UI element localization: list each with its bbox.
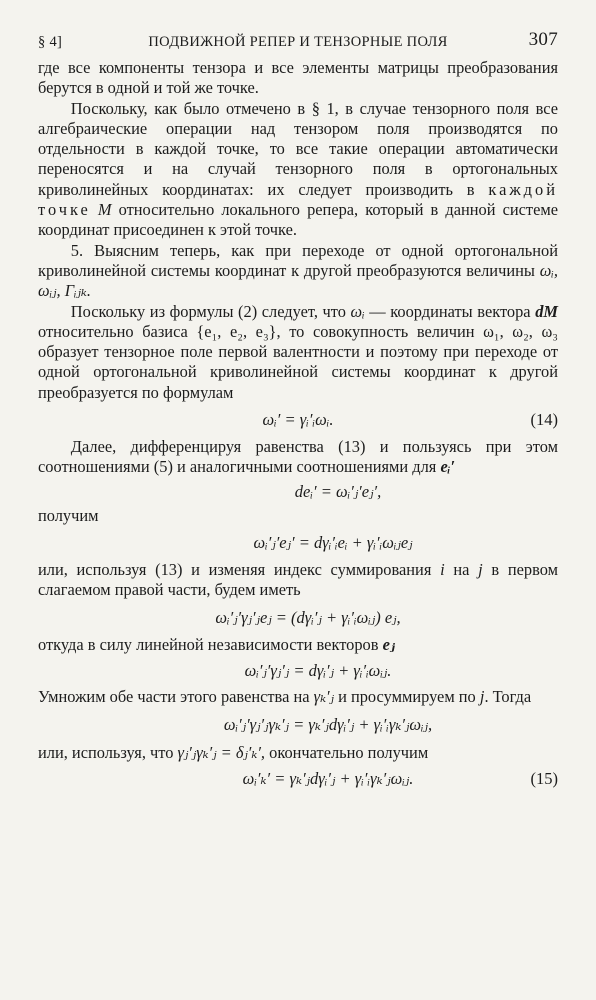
p9-index-j: j [479,686,485,706]
p8-text: откуда в силу линейной независимости векторов [38,634,379,654]
p7-index-i: i [440,559,445,579]
p7-text-a: или, используя (13) и изменяя индекс суммирования [38,559,432,579]
p3-text: 5. Выясним теперь, как при переходе от одной ортогональной криволинейной системы координат к другой преобразуются величины [38,240,558,280]
p9-text-c: . Тогда [484,686,532,706]
p2-point-M: M [97,200,112,220]
p4-text-c: относительно базиса {e₁, e₂, e₃}, то совокупность величин ω₁, ω₂, ω₃ образует тензорное поле первой валентности и поэтому при переходе от одной ортогональной криволинейной системы координат к другой преобразуется по формулам [38,321,558,402]
eq15-formula: ωᵢ′ₖ′ = γₖ′ⱼdγᵢ′ⱼ + γᵢ′ᵢγₖ′ⱼωᵢⱼ. [242,769,414,789]
p3-variables: ωᵢ, ωᵢⱼ, Γᵢⱼₖ. [38,260,558,301]
paragraph-8 [38,635,558,655]
equation-sum1 [108,526,558,560]
equation-de [118,478,558,506]
eq-sum1-formula: ωᵢ′ⱼ′eⱼ′ = dγᵢ′ᵢeᵢ + γᵢ′ᵢωᵢⱼeⱼ [253,532,413,552]
p9-gamma: γₖ′ⱼ [313,686,334,706]
p7-index-j: j [478,559,483,579]
paragraph-5 [38,437,558,478]
eq14-formula: ωᵢ′ = γᵢ′ᵢωᵢ. [262,410,334,430]
p2-text-b: относительно локального репера, который в данной системе координат присоединен к этой точке. [38,200,558,240]
eq14-number: (14) [530,410,558,430]
page-number: 307 [528,29,558,50]
equation-multiplied [98,707,558,743]
p7-text-b: на [453,559,470,579]
paragraph-3 [38,241,558,302]
p10-relation: γⱼ′ⱼγₖ′ⱼ = δⱼ′ₖ′, [177,743,266,763]
paragraph-7 [38,560,558,601]
header-title: ПОДВИЖНОЙ РЕПЕР И ТЕНЗОРНЫЕ ПОЛЯ [148,34,448,50]
equation-14 [38,403,558,437]
p9-text-b: и просуммируем по [338,686,476,706]
equation-index-change [58,601,558,635]
eq-lin-formula: ωᵢ′ⱼ′γⱼ′ⱼ = dγᵢ′ⱼ + γᵢ′ᵢωᵢⱼ. [244,660,392,680]
p2-text-a: Поскольку, как было отмечено в § 1, в случае тензорного поля все алгебраические операции над тензором поля производятся по отдельности в каждой точке, то все такие операции автоматически переносятся и на случай тензорного поля в ортогональных криволинейных координатах: их следует производить в [38,98,558,199]
paragraph-6: получим [38,505,99,525]
equation-15 [98,763,558,795]
p5-basis-ei: eᵢ′ [440,457,456,477]
paragraph-2 [38,99,558,241]
page-body [38,58,558,795]
p4-text-a: Поскольку из формулы (2) следует, что [70,301,346,321]
p10-text-b: окончательно получим [269,743,429,763]
eq15-number: (15) [530,769,558,789]
equation-linear [78,655,558,687]
p8-vectors-ej: eⱼ [382,634,396,654]
p7-text-c: в первом слагаемом правой части, будем иметь [38,559,558,600]
eq-de-formula: deᵢ′ = ωᵢ′ⱼ′eⱼ′, [294,481,382,501]
paragraph-10 [38,743,558,763]
eq-ind-formula: ωᵢ′ⱼ′γⱼ′ⱼeⱼ = (dγᵢ′ⱼ + γᵢ′ᵢωᵢⱼ) eⱼ, [215,607,401,627]
eq-mult-formula: ωᵢ′ⱼ′γⱼ′ⱼγₖ′ⱼ = γₖ′ⱼdγᵢ′ⱼ + γᵢ′ᵢγₖ′ⱼωᵢⱼ, [223,715,433,735]
p9-text-a: Умножим обе части этого равенства на [38,686,310,706]
running-header [38,24,558,58]
p10-text-a: или, используя, что [38,743,174,763]
p4-vector-dM: dM [535,301,558,321]
p4-text-b: — координаты вектора [369,301,531,321]
paragraph-9 [38,687,558,707]
section-ref: § 4] [38,34,63,50]
p5-text: Далее, дифференцируя равенства (13) и пользуясь при этом соотношениями (5) и аналогичными соотношениями для [38,437,558,477]
p4-omega-i: ωᵢ [350,301,365,321]
paragraph-1: где все компоненты тензора и все элементы матрицы преобразования берутся в одной и той же точке. [38,58,558,98]
paragraph-4 [38,302,558,403]
p2-spaced-text: каждой точке [38,179,558,220]
